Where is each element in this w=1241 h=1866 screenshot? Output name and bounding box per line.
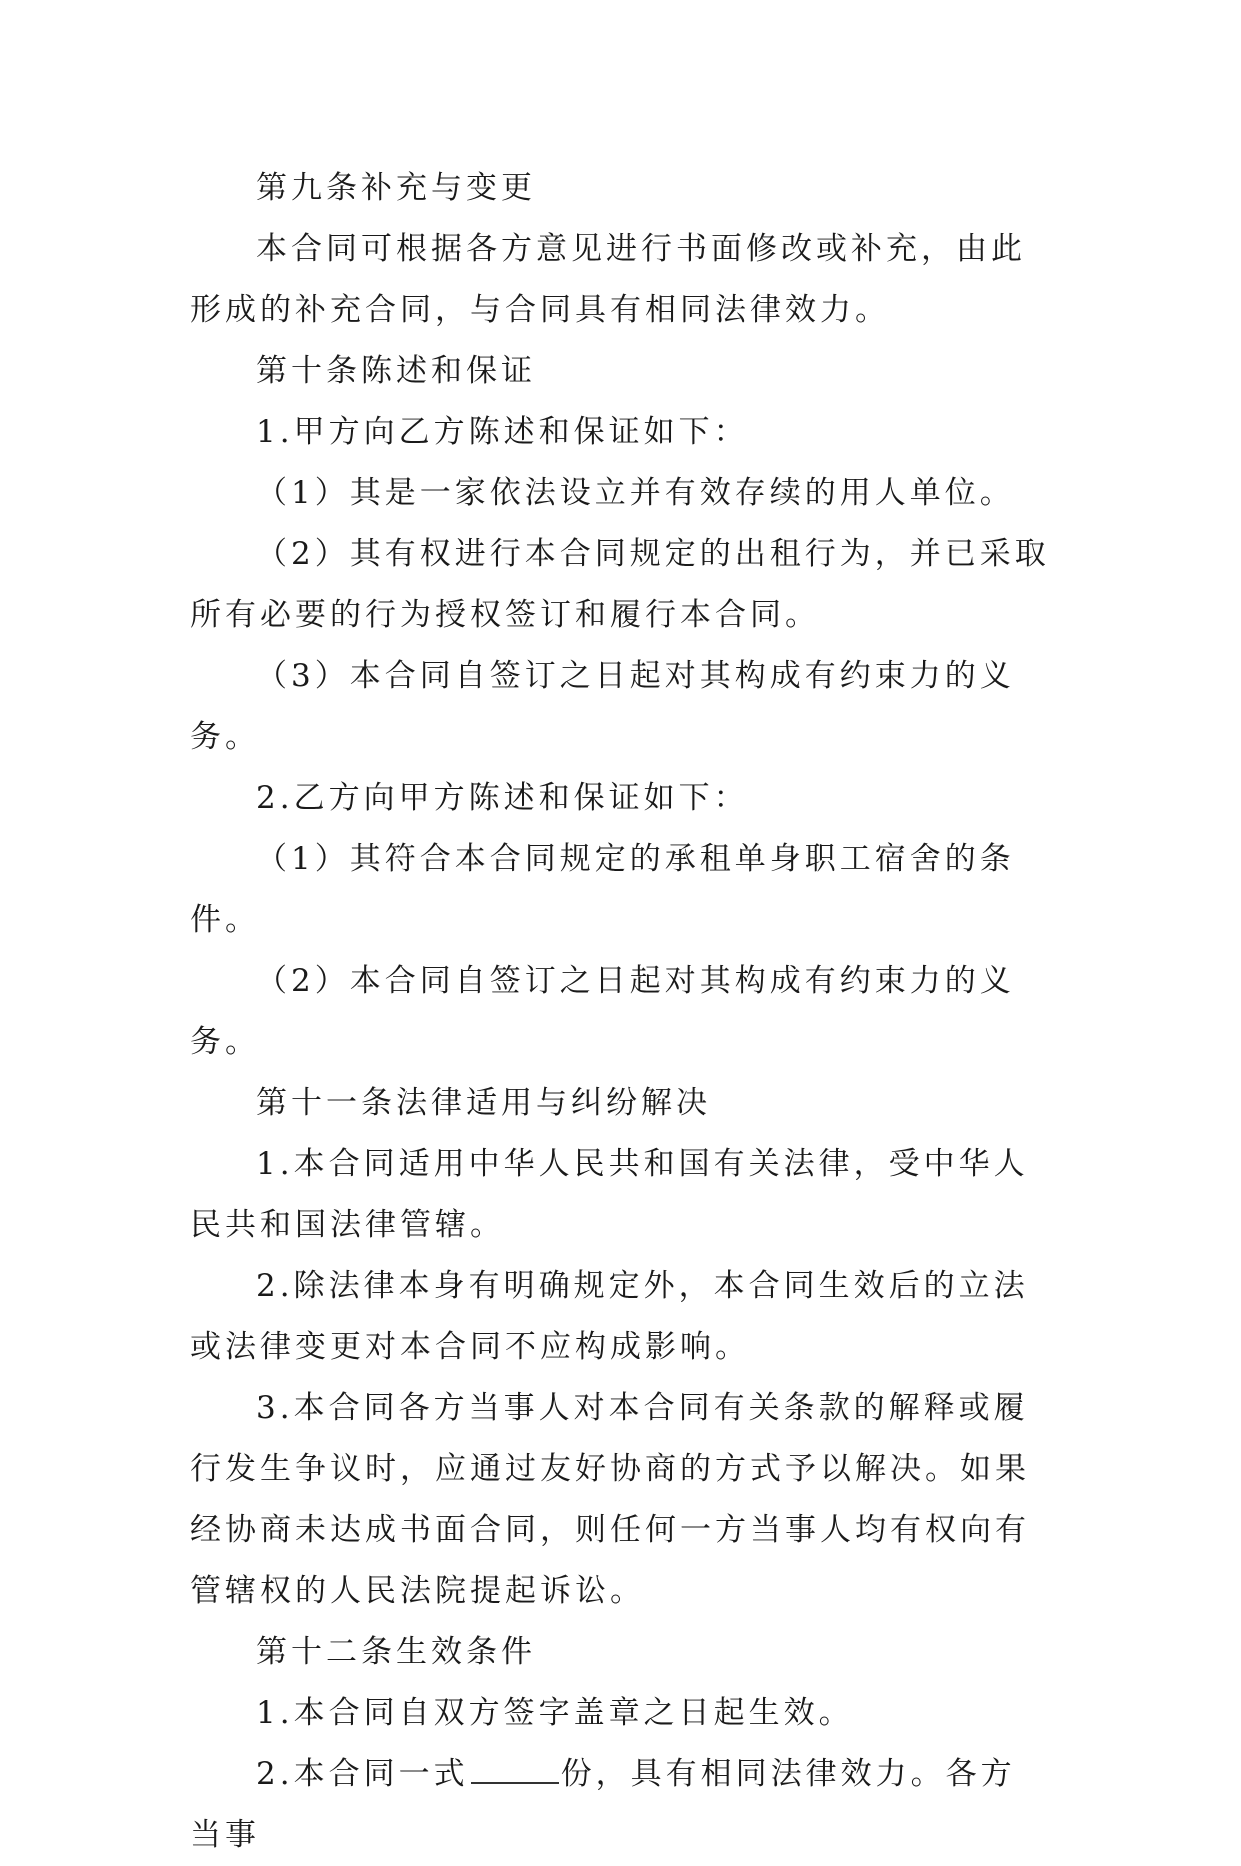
article-10-clause-1-item-1: （1）其是一家依法设立并有效存续的用人单位。: [256, 475, 1015, 511]
fill-in-blank: [471, 1758, 559, 1784]
article-10-clause-2: 2.乙方向甲方陈述和保证如下：: [256, 780, 749, 816]
clause-text-before-blank: 2.本合同一式: [256, 1756, 469, 1792]
clause-text-after-blank: 份，具有相同法律效力。各方当事: [190, 1756, 1016, 1853]
article-12-clause-1: 1.本合同自双方签字盖章之日起生效。: [256, 1695, 854, 1731]
article-12-heading: 第十二条生效条件: [256, 1634, 536, 1670]
article-10-clause-1-item-3: （3）本合同自签订之日起对其构成有约束力的义务。: [190, 658, 1015, 755]
article-9-body: 本合同可根据各方意见进行书面修改或补充，由此形成的补充合同，与合同具有相同法律效力。: [190, 231, 1026, 328]
document-body: [190, 158, 1050, 1866]
article-10-clause-1-item-2: （2）其有权进行本合同规定的出租行为，并已采取所有必要的行为授权签订和履行本合同。: [190, 536, 1050, 633]
article-11-heading: 第十一条法律适用与纠纷解决: [256, 1085, 711, 1121]
article-11-clause-1: 1.本合同适用中华人民共和国有关法律，受中华人民共和国法律管辖。: [190, 1146, 1029, 1243]
article-11-clause-3: 3.本合同各方当事人对本合同有关条款的解释或履行发生争议时，应通过友好协商的方式予以解决。如果经协商未达成书面合同，则任何一方当事人均有权向有管辖权的人民法院提起诉讼。: [190, 1390, 1030, 1609]
article-9-heading: 第九条补充与变更: [256, 170, 536, 206]
article-10-clause-2-item-1: （1）其符合本合同规定的承租单身职工宿舍的条件。: [190, 841, 1015, 938]
article-10-clause-2-item-2: （2）本合同自签订之日起对其构成有约束力的义务。: [190, 963, 1015, 1060]
article-12-clause-2: [190, 1744, 1050, 1866]
article-10-clause-1: 1.甲方向乙方陈述和保证如下：: [256, 414, 749, 450]
article-10-heading: 第十条陈述和保证: [256, 353, 536, 389]
article-11-clause-2: 2.除法律本身有明确规定外，本合同生效后的立法或法律变更对本合同不应构成影响。: [190, 1268, 1029, 1365]
